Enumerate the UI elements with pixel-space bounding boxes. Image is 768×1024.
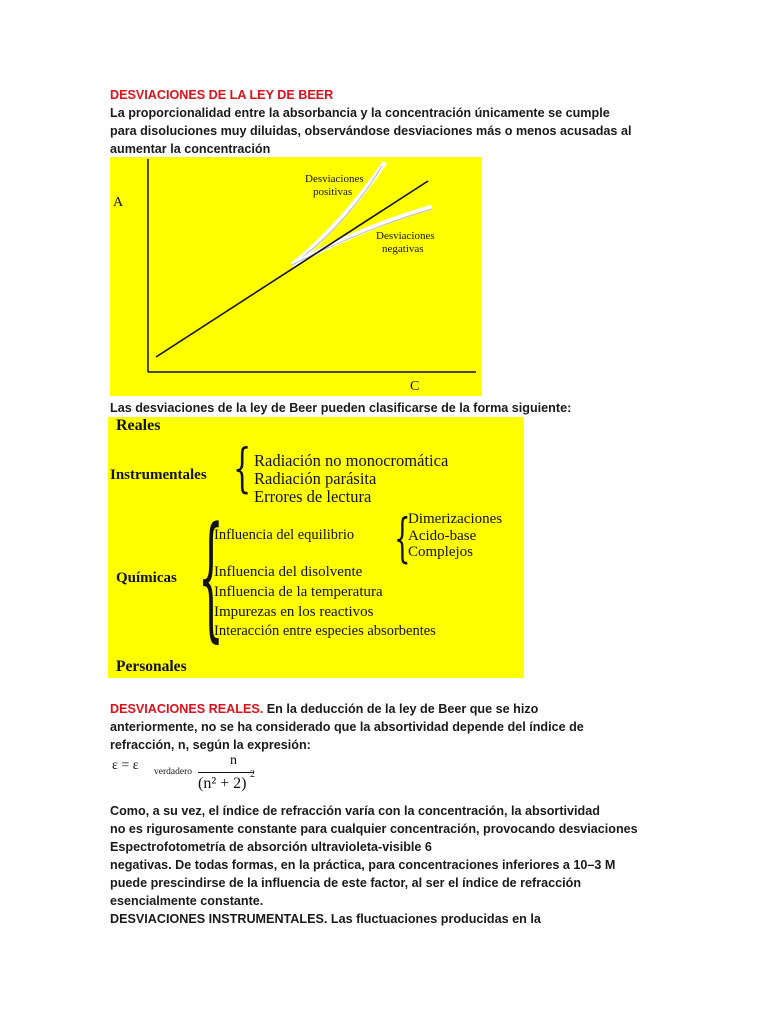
formula-exponent: 2 [250, 769, 255, 780]
quimicas-label: Químicas [116, 570, 177, 586]
instr-item-2: Radiación parásita [254, 469, 377, 488]
instr-item-1: Radiación no monocromática [254, 451, 449, 470]
equil-item-1: Dimerizaciones [408, 511, 503, 527]
equil-item-2: Acido-base [408, 528, 477, 544]
equilibrio-brace: { [394, 509, 411, 569]
quim-item-2: Influencia de la temperatura [214, 584, 383, 600]
reales-label: Reales [116, 417, 161, 434]
formula-numerator: n [230, 753, 237, 768]
instrumentales-brace: { [233, 439, 252, 499]
formula-subscript: verdadero [154, 767, 192, 777]
positive-label-1: Desviaciones [305, 173, 364, 185]
personales-label: Personales [116, 658, 187, 675]
formula-denominator: (n² + 2) [198, 775, 247, 792]
instrumentales-label: Instrumentales [110, 467, 207, 483]
negative-label-2: negativas [382, 243, 424, 255]
body-line-1: Como, a su vez, el índice de refracción varía con la concentración, la absortividad [110, 804, 600, 818]
reales-line-2: anteriormente, no se ha considerado que la absortividad depende del índice de [110, 720, 584, 734]
reales-heading: DESVIACIONES REALES. [110, 702, 264, 716]
formula-fraction-bar [198, 772, 254, 773]
section-title: DESVIACIONES DE LA LEY DE BEER [110, 88, 334, 102]
body-line-3: Espectrofotometría de absorción ultravioleta-visible 6 [110, 840, 432, 854]
body-line-7: DESVIACIONES INSTRUMENTALES. Las fluctuaciones producidas en la [110, 912, 541, 926]
reales-line-1 [110, 700, 538, 718]
beer-deviation-figure [110, 157, 482, 396]
quim-item-3: Impurezas en los reactivos [214, 604, 374, 620]
x-axis-label: C [410, 379, 420, 394]
body-line-5: puede prescindirse de la influencia de este factor, al ser el índice de refracción [110, 876, 582, 890]
reales-line-3: refracción, n, según la expresión: [110, 738, 311, 752]
formula-epsilon: ε = ε [112, 758, 139, 773]
intro-line-3: aumentar la concentración [110, 142, 271, 156]
quim-item-4: Interacción entre especies absorbentes [214, 623, 436, 639]
equil-item-3: Complejos [408, 544, 474, 560]
body-line-2: no es rigurosamente constante para cualquier concentración, provocando desviaciones [110, 822, 638, 836]
negative-label-1: Desviaciones [376, 230, 435, 242]
positive-label-2: positivas [313, 186, 353, 198]
classification-intro: Las desviaciones de la ley de Beer pueden clasificarse de la forma siguiente: [110, 401, 572, 415]
classification-diagram [108, 417, 524, 678]
body-line-4: negativas. De todas formas, en la práctica, para concentraciones inferiores a 10–3 M [110, 858, 616, 872]
y-axis-label: A [113, 195, 124, 210]
reales-line-1-text: En la deducción de la ley de Beer que se hizo [263, 702, 539, 716]
refraction-formula [110, 755, 258, 803]
quim-item-1: Influencia del disolvente [214, 564, 363, 580]
intro-line-2: para disoluciones muy diluidas, observándose desviaciones más o menos acusadas al [110, 124, 632, 138]
equilibrio-label: Influencia del equilibrio [214, 527, 355, 543]
ideal-line [156, 181, 428, 357]
intro-line-1: La proporcionalidad entre la absorbancia y la concentración únicamente se cumple [110, 106, 610, 120]
body-line-6: esencialmente constante. [110, 894, 264, 908]
deviation-graph [110, 157, 482, 396]
instr-item-3: Errores de lectura [254, 487, 372, 506]
quimicas-brace: { [198, 498, 224, 655]
